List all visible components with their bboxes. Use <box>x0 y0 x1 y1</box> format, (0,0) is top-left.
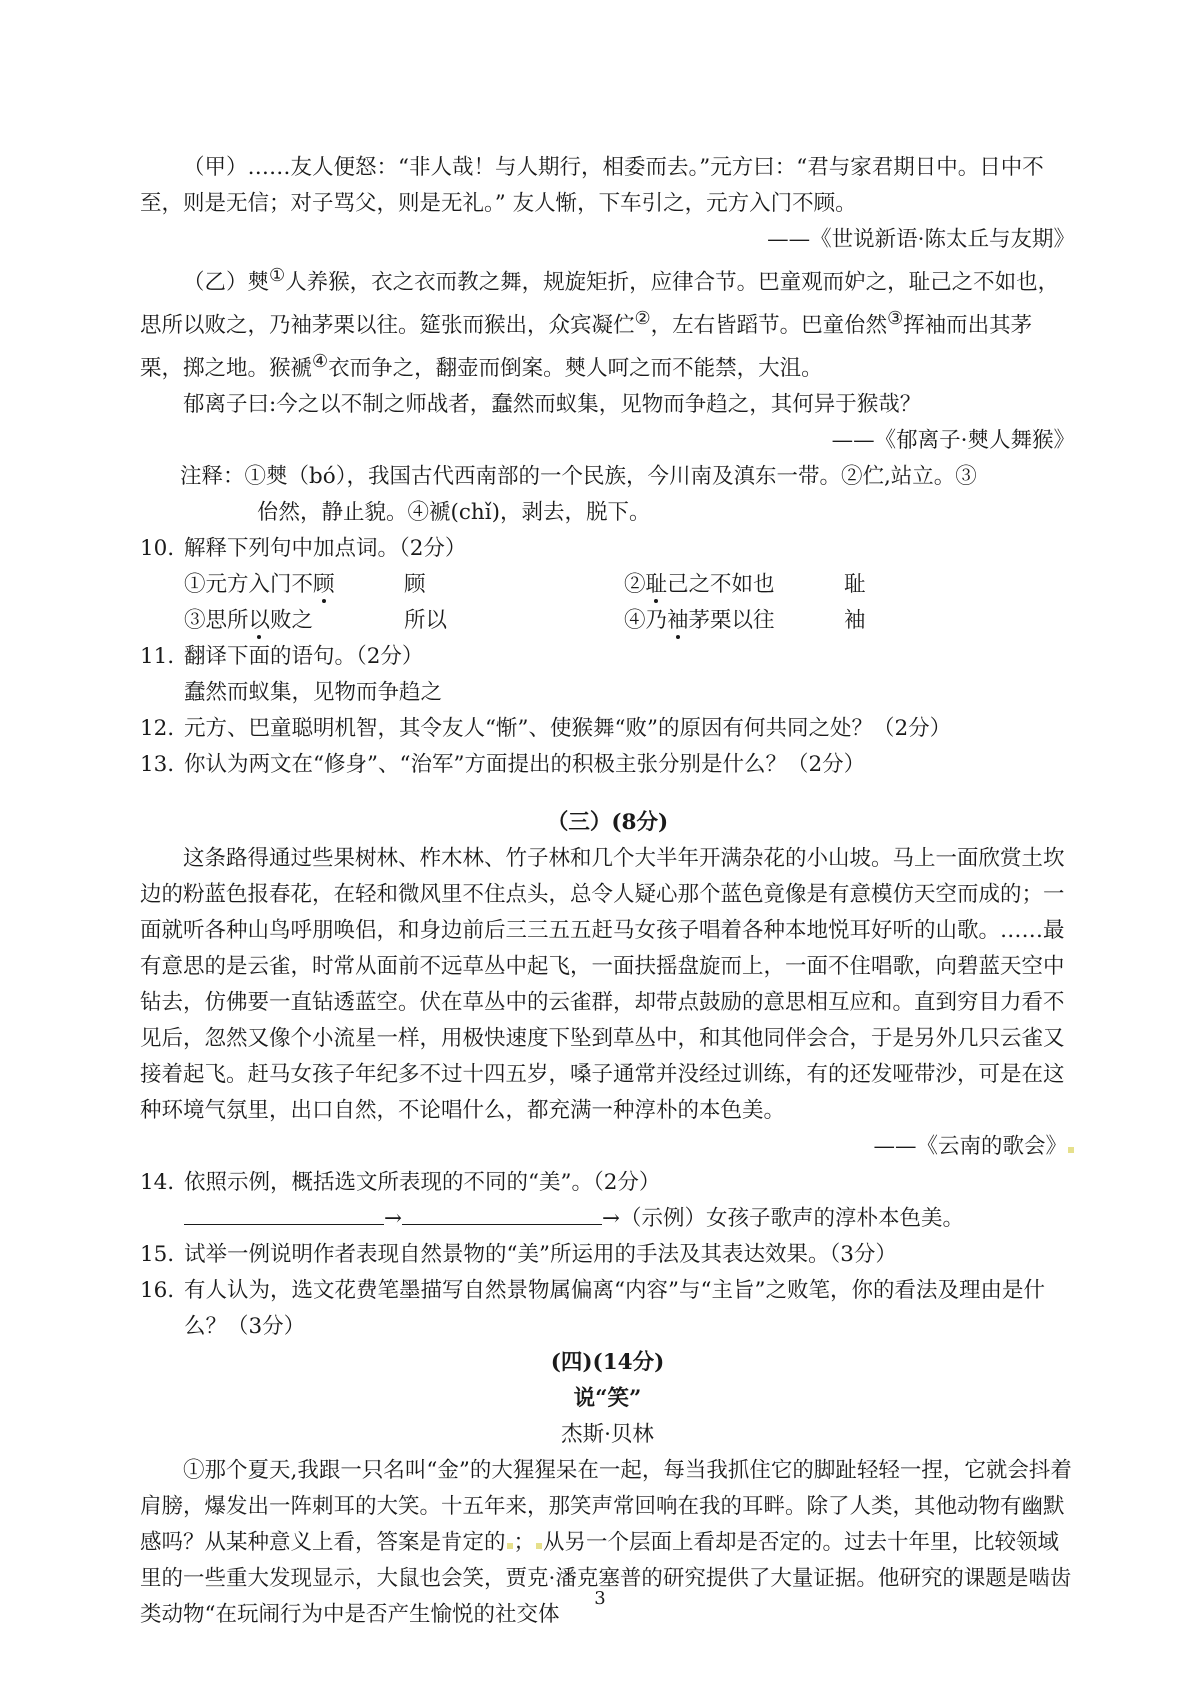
question-13 <box>140 747 1075 783</box>
item-text: 茅栗以往 <box>688 608 775 634</box>
passage-jia-source: ——《世说新语·陈太丘与友期》 <box>767 227 1075 252</box>
highlight-mark <box>1068 1147 1074 1153</box>
q10-item-4 <box>624 603 844 639</box>
punctuation: ； <box>513 1530 536 1556</box>
article-author: 杰斯·贝林 <box>561 1422 654 1448</box>
question-text: 试举一例说明作者表现自然景物的“美”所运用的手法及其表达效果。（3分） <box>184 1242 897 1268</box>
dotted-word: 顾 <box>313 572 335 598</box>
question-12 <box>140 711 1075 747</box>
q14-answer-line <box>140 1201 1075 1237</box>
passage-yi-comment: 郁离子曰:今之以不制之师战者，蠢然而蚁集，见物而争趋之，其何异于猴哉？ <box>183 392 922 418</box>
q10-word-4: 袖 <box>844 608 866 634</box>
annotation-notes <box>140 459 1075 531</box>
passage-yi-lead: （乙）僰 <box>183 270 270 296</box>
q10-word-3: 所以 <box>404 608 448 634</box>
passage-yi-text-2: ，左右皆蹈节。巴童佁然 <box>650 313 888 339</box>
item-text: ③思所 <box>184 608 249 634</box>
question-16 <box>140 1273 1075 1345</box>
question-text: 翻译下面的语句。（2分） <box>184 644 424 670</box>
section-3-heading: （三）(8分) <box>546 810 669 836</box>
dotted-word: 袖 <box>667 608 689 634</box>
highlight-mark <box>536 1543 542 1549</box>
item-text: ④乃 <box>624 608 668 634</box>
item-text: ①元方入门不 <box>184 572 314 598</box>
footnote-marker-1: ① <box>269 265 286 286</box>
question-number: 14． <box>140 1170 189 1196</box>
note-line-1: 注释：①僰（bó），我国古代西南部的一个民族，今川南及滇东一带。②伫,站立。③ <box>180 464 977 490</box>
q10-item-3 <box>184 603 404 639</box>
passage-yi-source: ——《郁离子·僰人舞猴》 <box>831 428 1075 454</box>
question-number: 11． <box>140 644 189 670</box>
spacer <box>140 783 1075 805</box>
question-text: 元方、巴童聪明机智，其令友人“惭”、使猴舞“败”的原因有何共同之处？（2分） <box>184 716 952 742</box>
question-number: 12． <box>140 716 189 742</box>
item-text: ② <box>624 572 646 598</box>
q10-word-2: 耻 <box>844 572 866 598</box>
item-text: 败之 <box>270 608 314 634</box>
q10-item-2 <box>624 567 844 603</box>
question-11 <box>140 639 1075 675</box>
source-text: ——《云南的歌会》 <box>873 1134 1067 1160</box>
paragraph-text: ①那个夏天,我跟一只名叫“金”的大猩猩呆在一起，每当我抓住它的脚趾轻轻一捏，它就会抖着肩膀，爆发出一阵刺耳的大笑。十五年来，那笑声常回响在我的耳畔。除了人类，其他动物有幽默感吗？从某种意义上看，答案是肯定的 <box>140 1458 1072 1556</box>
footnote-marker-4: ④ <box>312 351 329 373</box>
dotted-word: 以 <box>248 608 271 634</box>
arrow-text: → <box>384 1206 403 1232</box>
question-text: 有人认为，选文花费笔墨描写自然景物属偏离“内容”与“主旨”之败笔，你的看法及理由是什么？（3分） <box>184 1278 1045 1340</box>
page-number: 3 <box>594 1588 606 1609</box>
page-content <box>140 150 1075 1633</box>
question-10 <box>140 531 1075 567</box>
question-text: 解释下列句中加点词。（2分） <box>184 536 467 562</box>
passage-jia: （甲）……友人便怒：“非人哉！与人期行，相委而去。”元方曰：“君与家君期日中。日中不至，则是无信；对子骂父，则是无礼。” 友人惭，下车引之，元方入门不顾。 <box>140 155 1044 216</box>
question-14 <box>140 1165 1075 1201</box>
question-number: 13． <box>140 752 189 778</box>
passage-yi-text-1: 人养猴，衣之衣而教之舞，规旋矩折，应律合节。巴童观而妒之，耻己之不如也，思所以败之，乃袖茅栗以往。筵张而猴出，众宾凝伫 <box>140 270 1060 339</box>
passage-yi <box>140 258 1075 387</box>
example-text: →（示例）女孩子歌声的淳朴本色美。 <box>602 1206 965 1232</box>
q10-item-1 <box>184 567 404 603</box>
article-title: 说“笑” <box>573 1386 642 1412</box>
q11-sentence: 蠢然而蚁集，见物而争趋之 <box>184 680 443 706</box>
dotted-word: 耻 <box>645 572 668 598</box>
section-3-source <box>140 1129 1075 1165</box>
question-text: 依照示例，概括选文所表现的不同的“美”。（2分） <box>184 1170 661 1196</box>
answer-blank-2[interactable] <box>402 1204 602 1225</box>
question-15 <box>140 1237 1075 1273</box>
footnote-marker-3: ③ <box>887 308 904 330</box>
q10-word-1: 顾 <box>404 572 426 598</box>
question-text: 你认为两文在“修身”、“治军”方面提出的积极主张分别是什么？（2分） <box>184 752 866 778</box>
question-number: 15． <box>140 1242 189 1268</box>
note-line-2: 佁然，静止貌。④褫(chǐ)，剥去，脱下。 <box>257 500 651 526</box>
passage-yi-text-3: 挥袖而出其茅栗，掷之地。猴褫 <box>140 313 1033 382</box>
highlight-mark <box>507 1543 513 1549</box>
question-number: 10． <box>140 536 189 562</box>
passage-yi-text-4: 衣而争之，翻壶而倒案。僰人呵之而不能禁，大沮。 <box>328 356 823 382</box>
section-4-heading: (四)(14分) <box>550 1350 665 1376</box>
paragraph-text: 从另一个层面上看却是否定的。过去十年里，比较领域里的一些重大发现显示，大鼠也会笑，贾克·潘克塞普的研究提供了大量证据。他研究的课题是啮齿类动物“在玩闹行为中是否产生愉悦的社交体 <box>140 1530 1072 1628</box>
answer-blank-1[interactable] <box>184 1204 384 1225</box>
item-text: 己之不如也 <box>667 572 775 598</box>
section-3-passage: 这条路得通过些果树林、柞木林、竹子林和几个大半年开满杂花的小山坡。马上一面欣赏土坎边的粉蓝色报春花，在轻和微风里不住点头，总令人疑心那个蓝色竟像是有意模仿天空而成的；一面就听各种山鸟呼朋唤侣，和身边前后三三五五赶马女孩子唱着各种本地悦耳好听的山歌。……最有意思的是云雀，时常从面前不远草丛中起飞，一面扶摇盘旋而上，一面不住唱歌，向碧蓝天空中钻去，仿佛要一直钻透蓝空。伏在草丛中的云雀群，却带点鼓励的意思相互应和。直到穷目力看不见后，忽然又像个小流星一样，用极快速度下坠到草丛中，和其他同伴会合，于是另外几只云雀又接着起飞。赶马女孩子年纪多不过十四五岁，嗓子通常并没经过训练，有的还发哑带沙，可是在这种环境气氛里，出口自然，不论唱什么，都充满一种淳朴的本色美。 <box>140 846 1065 1124</box>
q10-items <box>140 567 1075 639</box>
footnote-marker-2: ② <box>634 308 651 330</box>
question-number: 16． <box>140 1278 189 1304</box>
